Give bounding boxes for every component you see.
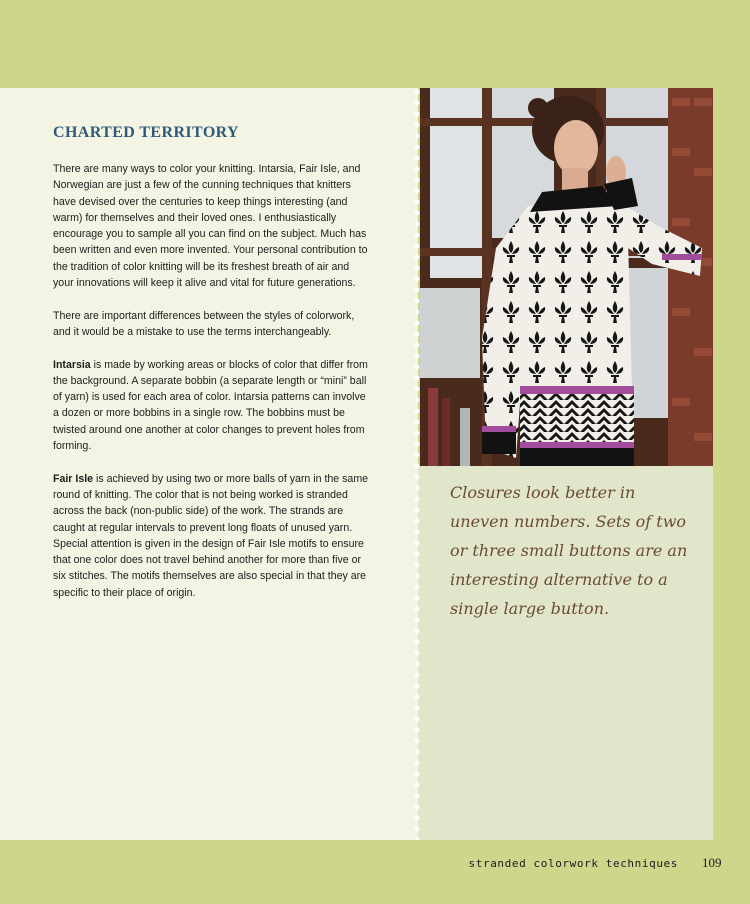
sidebar-caption: Closures look better in uneven numbers. Sets of two or three small buttons are an interesting alternative to a single large button. [450, 483, 688, 618]
paragraph-intro: There are many ways to color your knitting. Intarsia, Fair Isle, and Norwegian are just a few of the cunning techniques that knitters have devised over the centuries to keep things interesting (and warm) for themselves and their loved ones. I enthusiastically encourage you to sample all you can find on the subject. Much has been written and even more invented. Your personal contribution to the tradition of color knitting will be its freshest breath of air and your innovations will keep it alive and vital for future generations. [53, 163, 368, 290]
running-footer: stranded colorwork techniques [468, 857, 678, 870]
paragraph-intarsia: Intarsia is made by working areas or blocks of color that differ from the background. A separate bobbin (a separate length or “mini” ball of yarn) is used for each area of color. Intarsia patterns can involve a dozen or more bobbins in a single row. The bobbins must be twisted around one another at color changes to prevent holes from forming. [53, 358, 368, 453]
sweater-photo [420, 88, 713, 466]
page-number: 109 [702, 855, 722, 870]
paragraph-differences: There are important differences between the styles of colorwork, and it would be a mistake to use the terms interchangeably. [53, 309, 355, 338]
term-fair-isle: Fair Isle [53, 472, 94, 485]
section-heading: CHARTED TERRITORY [53, 124, 240, 141]
body-text [53, 161, 371, 617]
paragraph-fair-isle: Fair Isle is achieved by using two or more balls of yarn in the same round of knitting. The color that is not being worked is stranded across the back (non-public side) of the work. The strands are caught at regular intervals to prevent long floats of unused yarn. Special attention is given in the design of Fair Isle motifs to ensure that one color does not travel behind another for more than five or six stitches. The motifs themselves are also special in that they are specific to their place of origin. [53, 472, 369, 599]
term-intarsia: Intarsia [53, 358, 91, 371]
